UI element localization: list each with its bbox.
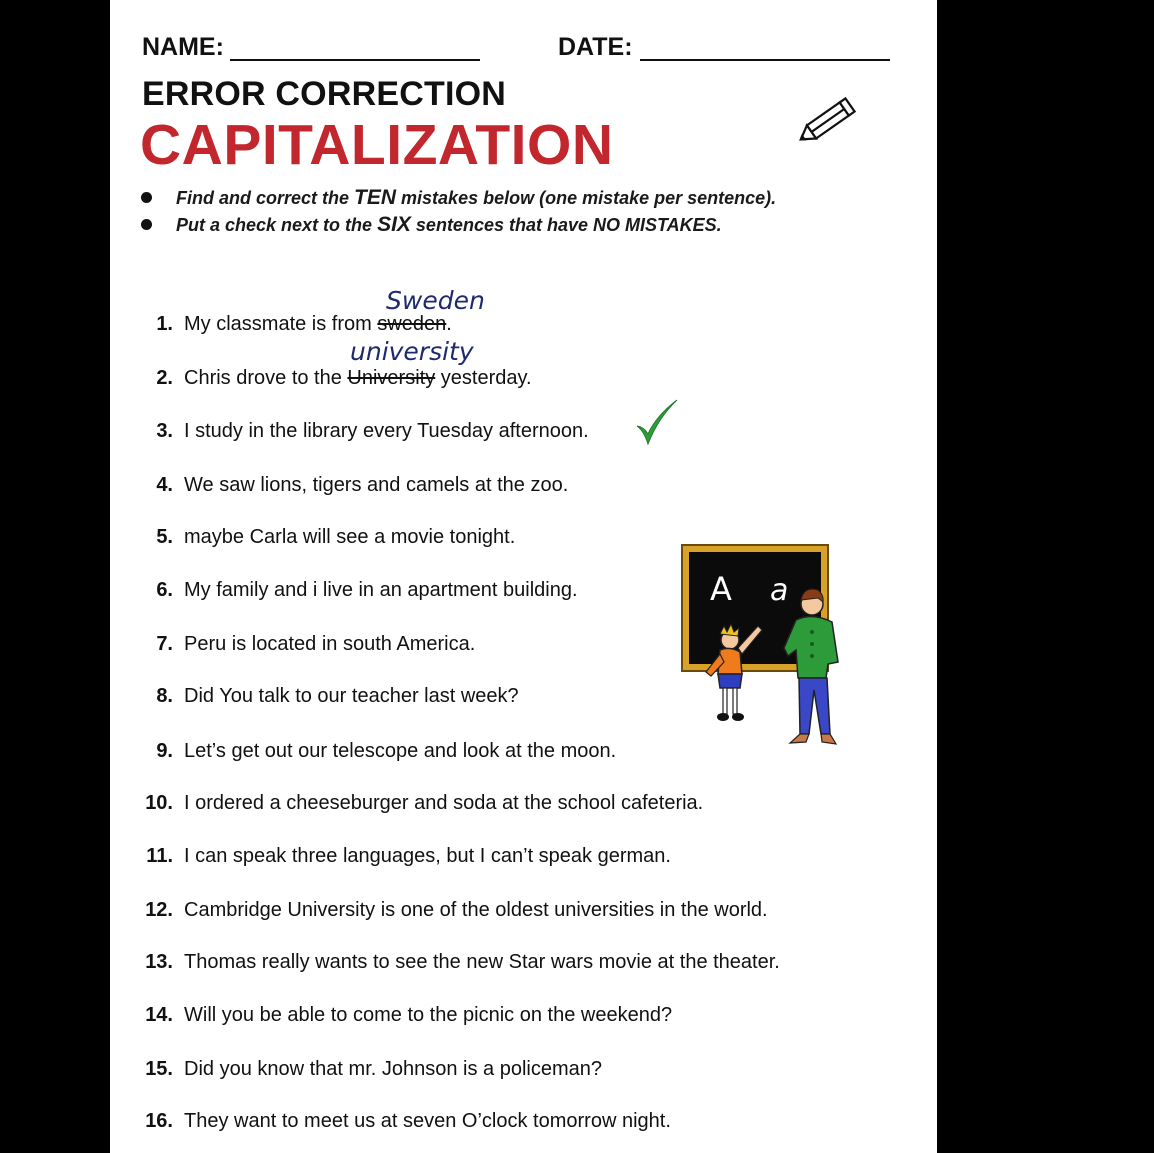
- item-text: Did You talk to our teacher last week?: [184, 685, 519, 707]
- item-text-after: .: [446, 313, 452, 335]
- item-number: 7.: [156, 633, 173, 655]
- name-blank-line[interactable]: [230, 59, 480, 61]
- item-number: 8.: [156, 685, 173, 707]
- list-item: [110, 1004, 937, 1034]
- worksheet-title: CAPITALIZATION: [140, 113, 614, 177]
- item-number: 11.: [146, 845, 173, 867]
- date-blank-line[interactable]: [640, 59, 890, 61]
- item-number: 12.: [145, 899, 173, 921]
- item-text: I ordered a cheeseburger and soda at the school cafeteria.: [184, 792, 704, 814]
- list-item: [110, 792, 937, 822]
- item-number: 15.: [145, 1058, 173, 1080]
- item-number: 2.: [156, 367, 173, 389]
- instruction-1-post: mistakes below (one mistake per sentence).: [396, 188, 777, 208]
- name-label: NAME:: [142, 33, 224, 61]
- item-text-before: My classmate is from: [184, 313, 378, 335]
- item-text: Peru is located in south America.: [184, 633, 476, 655]
- instruction-1-em: TEN: [354, 186, 397, 209]
- item-text: My family and i live in an apartment building.: [184, 579, 578, 601]
- list-item: [110, 1110, 937, 1140]
- list-item: [110, 474, 937, 504]
- bullet-dot: [141, 192, 152, 203]
- pencil-icon: [793, 94, 859, 152]
- handwritten-correction: university: [350, 337, 474, 366]
- item-text: They want to meet us at seven O’clock tomorrow night.: [184, 1110, 671, 1132]
- item-text: [184, 313, 452, 336]
- item-text: We saw lions, tigers and camels at the zoo.: [184, 474, 569, 496]
- item-text: maybe Carla will see a movie tonight.: [184, 526, 516, 548]
- item-text: I can speak three languages, but I can’t speak german.: [184, 845, 671, 867]
- item-text: Thomas really wants to see the new Star wars movie at the theater.: [184, 951, 780, 973]
- worksheet-subtitle: ERROR CORRECTION: [142, 75, 506, 113]
- item-number: 3.: [156, 420, 173, 442]
- item-number: 9.: [156, 740, 173, 762]
- item-text: Let’s get out our telescope and look at the moon.: [184, 740, 617, 762]
- item-text: Did you know that mr. Johnson is a policeman?: [184, 1058, 602, 1080]
- chalkboard-letter: a: [770, 573, 789, 608]
- item-text: Cambridge University is one of the oldest universities in the world.: [184, 899, 768, 921]
- instruction-1: [176, 186, 776, 210]
- item-number: 6.: [156, 579, 173, 601]
- list-item: [110, 951, 937, 981]
- list-item: [110, 313, 937, 343]
- item-text: I study in the library every Tuesday afternoon.: [184, 420, 589, 442]
- item-text: [184, 367, 532, 390]
- list-item: [110, 1058, 937, 1088]
- handwritten-correction: Sweden: [386, 286, 485, 315]
- instruction-2-pre: Put a check next to the: [176, 215, 378, 235]
- item-number: 1.: [156, 313, 173, 335]
- instruction-2: [176, 213, 722, 237]
- struck-word: sweden: [377, 313, 447, 335]
- instruction-2-em: SIX: [377, 213, 411, 236]
- item-number: 14.: [145, 1004, 173, 1026]
- worksheet-page: [110, 0, 937, 1153]
- item-number: 10.: [145, 792, 173, 814]
- item-text: Will you be able to come to the picnic on the weekend?: [184, 1004, 673, 1026]
- item-number: 5.: [156, 526, 173, 548]
- item-text-before: Chris drove to the: [184, 367, 348, 389]
- item-number: 4.: [156, 474, 173, 496]
- bullet-dot: [141, 219, 152, 230]
- list-item: [110, 845, 937, 875]
- date-label: DATE:: [558, 33, 633, 61]
- chalkboard-teacher-student-illustration: [678, 540, 868, 750]
- instruction-2-post: sentences that have NO MISTAKES.: [410, 215, 722, 235]
- item-number: 13.: [145, 951, 173, 973]
- list-item: [110, 420, 937, 450]
- instruction-1-pre: Find and correct the: [176, 188, 355, 208]
- item-text-after: yesterday.: [435, 367, 532, 389]
- chalkboard-letter: A: [710, 570, 732, 608]
- check-mark-icon: [634, 398, 680, 448]
- struck-word: University: [347, 367, 436, 389]
- list-item: [110, 899, 937, 929]
- list-item: [110, 367, 937, 397]
- item-number: 16.: [145, 1110, 173, 1132]
